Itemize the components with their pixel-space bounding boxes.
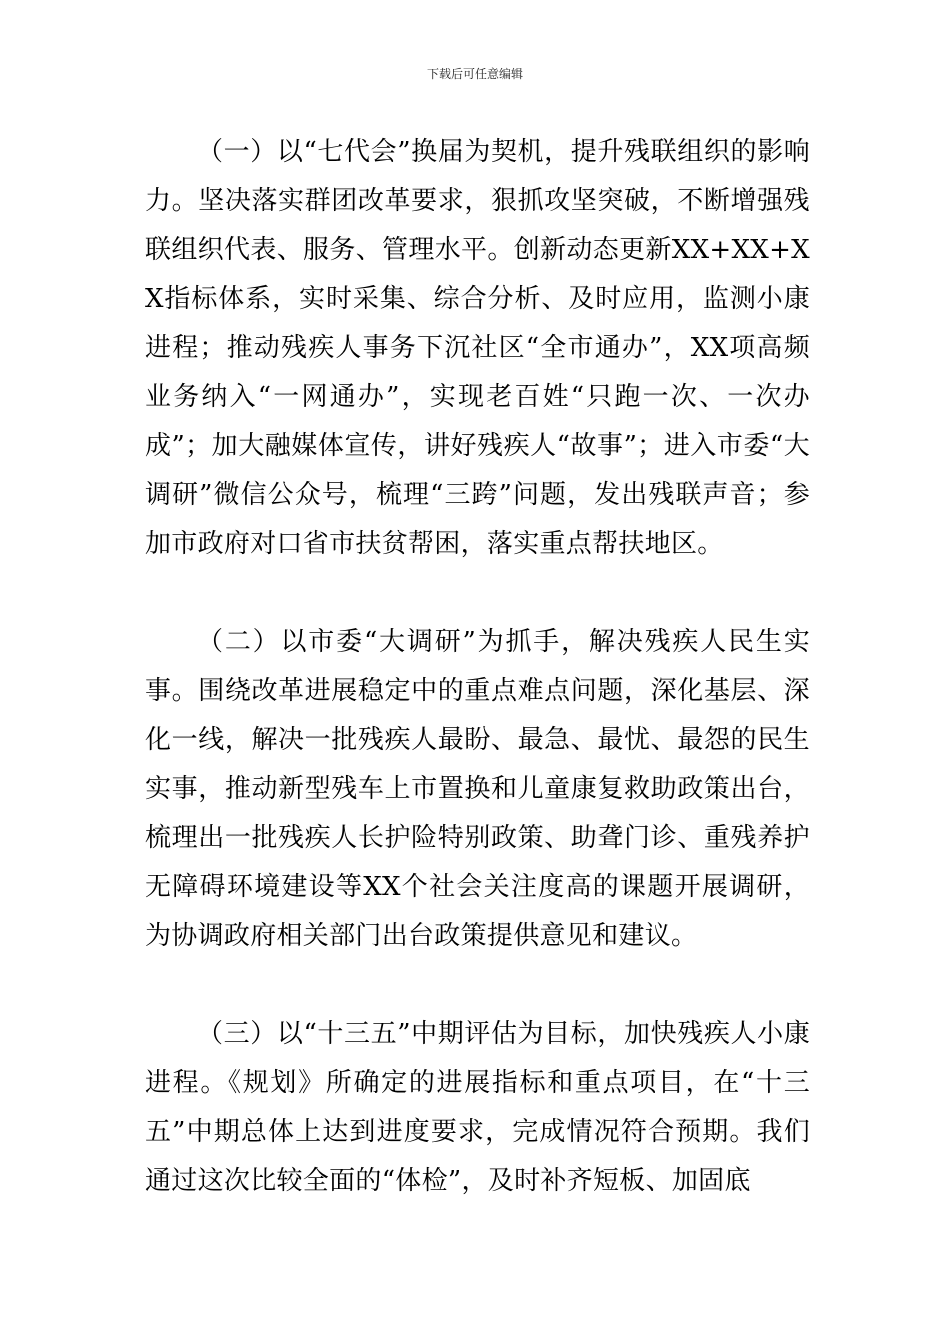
paragraph-2: （二）以市委“大调研”为抓手，解决残疾人民生实事。围绕改革进展稳定中的重点难点问题，深化基层、深化一线，解决一批残疾人最盼、最急、最忧、最怨的民生实事，推动新型残车上市置换和儿童康复救助政策出台，梳理出一批残疾人长护险特别政策、助聋门诊、重残养护无障碍环境建设等XX个社会关注度高的课题开展调研，为协调政府相关部门出台政策提供意见和建议。: [145, 627, 810, 951]
page-header: 下载后可任意编辑: [426, 67, 523, 81]
paragraph-1: （一）以“七代会”换届为契机，提升残联组织的影响力。坚决落实群团改革要求，狠抓攻坚突破，不断增强残联组织代表、服务、管理水平。创新动态更新XX+XX+XX指标体系，实时采集、综合分析、及时应用，监测小康进程；推动残疾人事务下沉社区“全市通办”，XX项高频业务纳入“一网通办”，实现老百姓“只跑一次、一次办成”；加大融媒体宣传，讲好残疾人“故事”；进入市委“大调研”微信公众号，梳理“三跨”问题，发出残联声音；参加市政府对口省市扶贫帮困，落实重点帮扶地区。: [145, 137, 810, 559]
paragraph-3: （三）以“十三五”中期评估为目标，加快残疾人小康进程。《规划》所确定的进展指标和重点项目，在“十三五”中期总体上达到进度要求，完成情况符合预期。我们通过这次比较全面的“体检”，及时补齐短板、加固底: [145, 1019, 810, 1196]
document-body: [145, 128, 810, 1206]
